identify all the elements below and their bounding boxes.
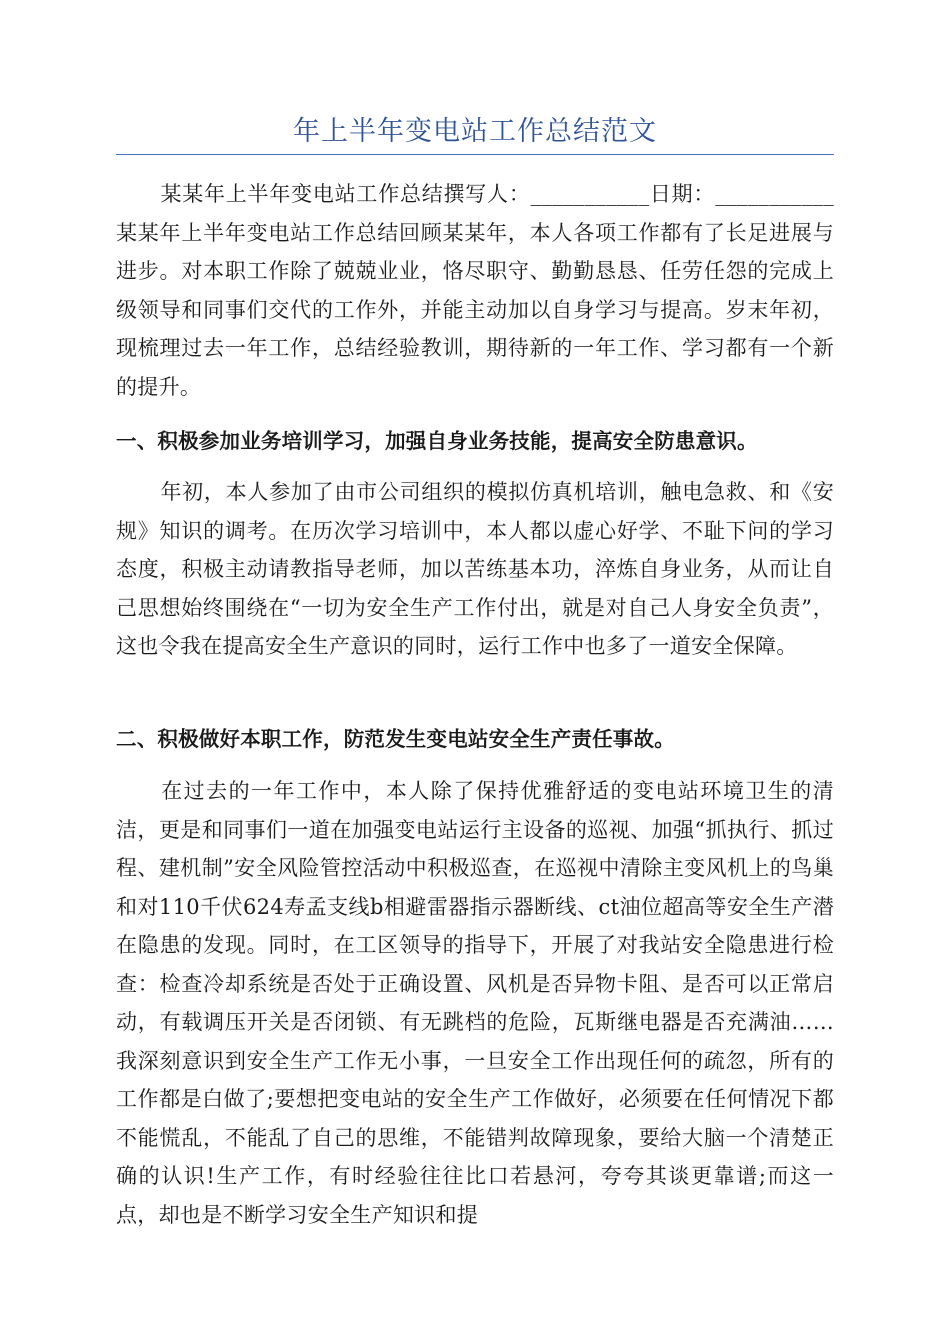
section-heading-2: 二、积极做好本职工作，防范发生变电站安全生产责任事故。 — [116, 727, 675, 751]
intro-paragraph — [116, 175, 834, 406]
section-heading-1: 一、积极参加业务培训学习，加强自身业务技能，提高安全防患意识。 — [116, 429, 758, 453]
document-title: 年上半年变电站工作总结范文 — [293, 116, 657, 147]
section-1-text: 年初，本人参加了由市公司组织的模拟仿真机培训，触电急救、和《安规》知识的调考。在历次学习培训中，本人都以虚心好学、不耻下问的学习态度，积极主动请教指导老师，加以苦练基本功，淬炼自身业务，从而让自己思想始终围绕在“一切为安全生产工作付出，就是对自己人身安全负责”，这也令我在提高安全生产意识的同时，运行工作中也多了一道安全保障。 — [116, 480, 834, 658]
section-2-text: 在过去的一年工作中，本人除了保持优雅舒适的变电站环境卫生的清洁，更是和同事们一道在加强变电站运行主设备的巡视、加强“抓执行、抓过程、建机制”安全风险管控活动中积极巡查，在巡视中清除主变风机上的鸟巢和对110千伏624寿孟支线b相避雷器指示器断线、ct油位超高等安全生产潜在隐患的发现。同时，在工区领导的指导下，开展了对我站安全隐患进行检查：检查冷却系统是否处于正确设置、风机是否异物卡阻、是否可以正常启动，有载调压开关是否闭锁、有无跳档的危险，瓦斯继电器是否充满油……我深刻意识到安全生产工作无小事，一旦安全工作出现任何的疏忽，所有的工作都是白做了;要想把变电站的安全生产工作做好，必须要在任何情况下都不能慌乱，不能乱了自己的思维，不能错判故障现象，要给大脑一个清楚正确的认识!生产工作，有时经验往往比口若悬河，夸夸其谈更靠谱;而这一点，却也是不断学习安全生产知识和提 — [116, 779, 834, 1227]
section-1-paragraph — [116, 473, 834, 666]
intro-text: 某某年上半年变电站工作总结撰写人：___________日期：___________某某年上半年变电站工作总结回顾某某年，本人各项工作都有了长足进展与进步。对本职工作除了兢兢业业，恪尽职守、勤勤恳恳、任劳任怨的完成上级领导和同事们交代的工作外，并能主动加以自身学习与提高。岁末年初，现梳理过去一年工作，总结经验教训，期待新的一年工作、学习都有一个新的提升。 — [116, 182, 834, 399]
title-underline — [116, 154, 834, 155]
section-2-paragraph — [116, 772, 834, 1234]
